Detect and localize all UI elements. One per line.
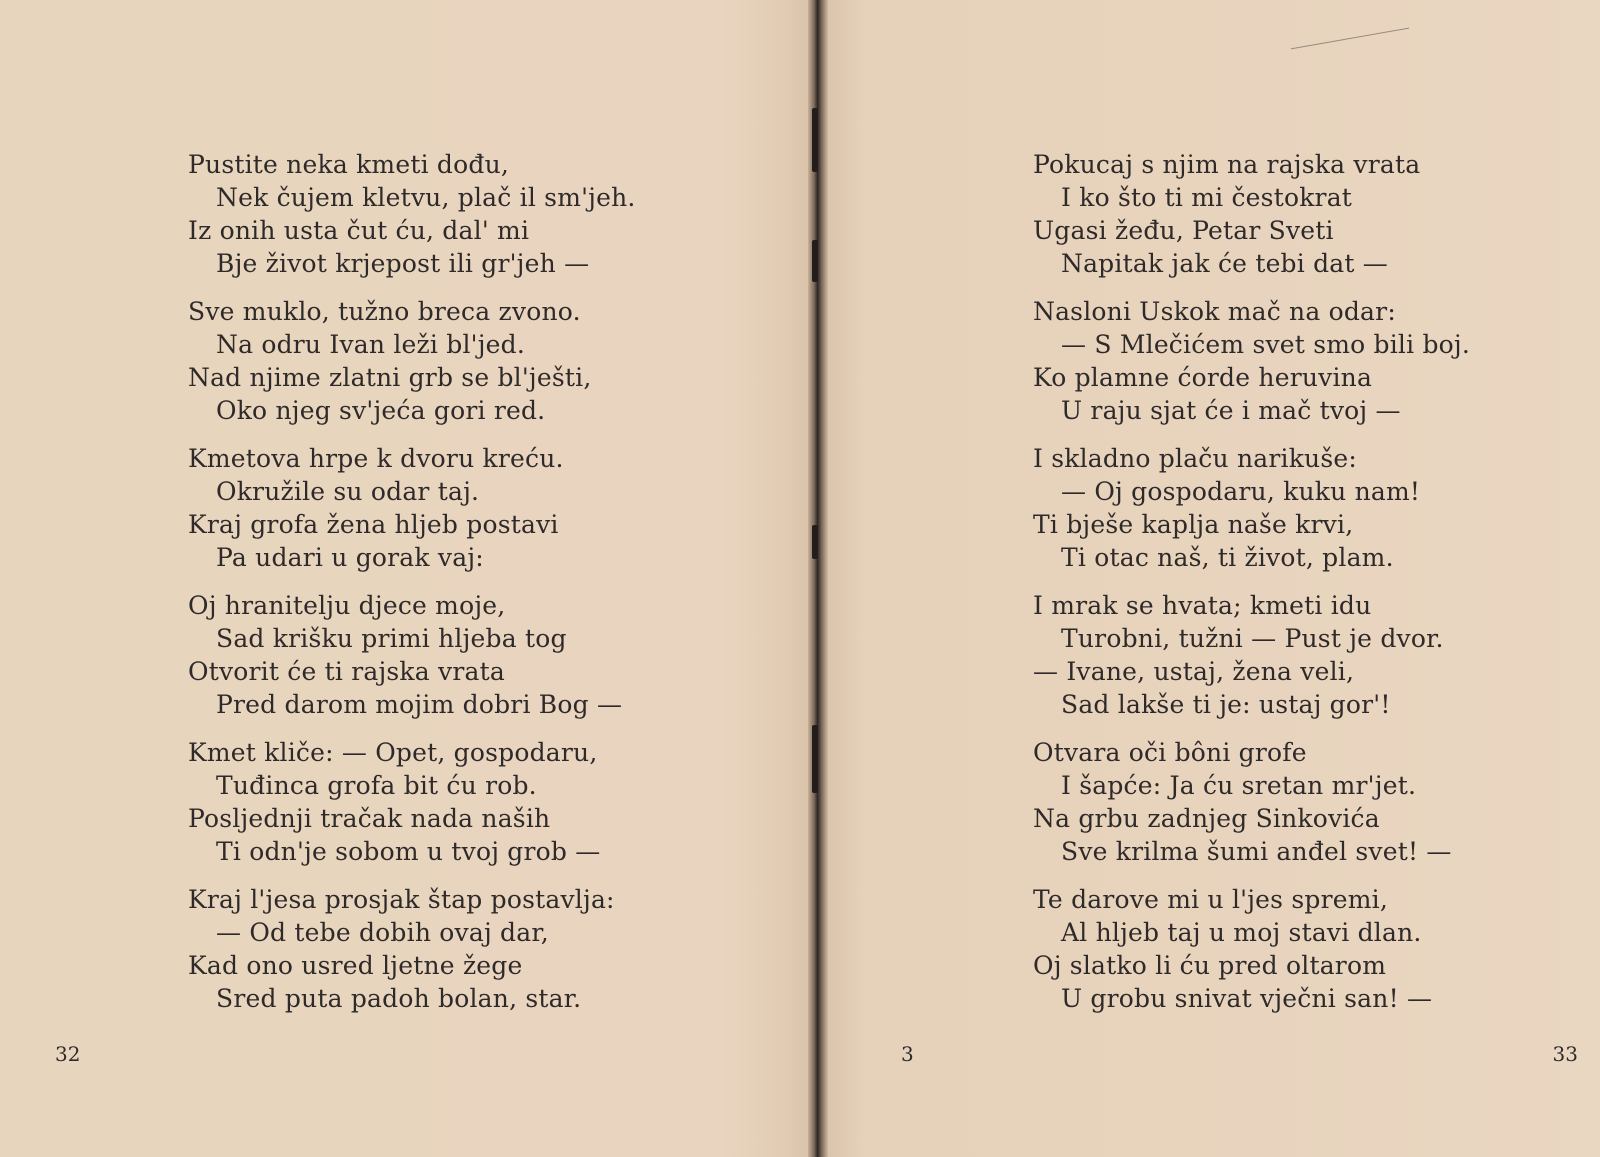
poem-line: Sve krilma šumi anđel svet! — (1061, 837, 1452, 866)
stanza (188, 589, 636, 721)
poem-line: Pokucaj s njim na rajska vrata (1033, 150, 1421, 179)
poem-line: Sad krišku primi hljeba tog (216, 624, 567, 653)
right-page (828, 0, 1600, 1157)
stanza (1033, 148, 1470, 280)
poem-line: Ti otac naš, ti život, plam. (1061, 543, 1394, 572)
poem-line: Al hljeb taj u moj stavi dlan. (1061, 918, 1422, 947)
poem-line: Otvorit će ti rajska vrata (188, 657, 505, 686)
signature-number: 3 (901, 1042, 914, 1066)
spine-mark (812, 108, 818, 172)
poem-line: Sad lakše ti je: ustaj gor'! (1061, 690, 1391, 719)
poem-line: Na grbu zadnjeg Sinkovića (1033, 804, 1380, 833)
poem-line: Te darove mi u l'jes spremi, (1033, 885, 1388, 914)
poem-line: Kraj grofa žena hljeb postavi (188, 510, 559, 539)
poem-line: I skladno plaču narikuše: (1033, 444, 1358, 473)
poem-line: Ti bješe kaplja naše krvi, (1033, 510, 1354, 539)
left-poem-body (188, 148, 636, 1030)
poem-line: Oko njeg sv'jeća gori red. (216, 396, 546, 425)
poem-line: Otvara oči bôni grofe (1033, 738, 1307, 767)
stanza (188, 883, 636, 1015)
poem-line: Nek čujem kletvu, plač il sm'jeh. (216, 183, 636, 212)
poem-line: Nasloni Uskok mač na odar: (1033, 297, 1396, 326)
poem-line: Bje život krjepost ili gr'jeh — (216, 249, 590, 278)
poem-line: Kmetova hrpe k dvoru kreću. (188, 444, 564, 473)
left-page-number: 32 (55, 1042, 81, 1066)
poem-line: Kad ono usred ljetne žege (188, 951, 523, 980)
stanza (188, 148, 636, 280)
poem-line: — Ivane, ustaj, žena veli, (1033, 657, 1355, 686)
poem-line: I šapće: Ja ću sretan mr'jet. (1061, 771, 1417, 800)
spine-mark (812, 240, 818, 282)
poem-line: Sred puta padoh bolan, star. (216, 984, 582, 1013)
poem-line: Kraj l'jesa prosjak štap postavlja: (188, 885, 615, 914)
poem-line: Ugasi žeđu, Petar Sveti (1033, 216, 1334, 245)
stanza (1033, 883, 1470, 1015)
stanza (188, 736, 636, 868)
poem-line: I ko što ti mi čestokrat (1061, 183, 1353, 212)
poem-line: Tuđinca grofa bit ću rob. (216, 771, 537, 800)
right-poem-body (1033, 148, 1470, 1030)
poem-line: Sve muklo, tužno breca zvono. (188, 297, 581, 326)
poem-line: — Od tebe dobih ovaj dar, (216, 918, 549, 947)
spine-mark (812, 725, 818, 793)
poem-line: Pred darom mojim dobri Bog — (216, 690, 623, 719)
poem-line: Nad njime zlatni grb se bl'ješti, (188, 363, 592, 392)
poem-line: Turobni, tužni — Pust je dvor. (1061, 624, 1444, 653)
poem-line: U raju sjat će i mač tvoj — (1061, 396, 1401, 425)
poem-line: — S Mlečićem svet smo bili boj. (1061, 330, 1471, 359)
poem-line: Iz onih usta čut ću, dal' mi (188, 216, 530, 245)
poem-line: I mrak se hvata; kmeti idu (1033, 591, 1372, 620)
right-page-number: 33 (1552, 1042, 1578, 1066)
stanza (1033, 589, 1470, 721)
poem-line: Kmet kliče: — Opet, gospodaru, (188, 738, 598, 767)
stanza (188, 442, 636, 574)
stanza (1033, 442, 1470, 574)
book-gutter (808, 0, 828, 1157)
poem-line: Oj slatko li ću pred oltarom (1033, 951, 1387, 980)
stanza (1033, 736, 1470, 868)
poem-line: Napitak jak će tebi dat — (1061, 249, 1389, 278)
poem-line: Pustite neka kmeti dođu, (188, 150, 510, 179)
poem-line: U grobu snivat vječni san! — (1061, 984, 1433, 1013)
poem-line: Oj hranitelju djece moje, (188, 591, 506, 620)
poem-line: Posljednji tračak nada naših (188, 804, 551, 833)
poem-line: Ko plamne ćorde heruvina (1033, 363, 1373, 392)
poem-line: Na odru Ivan leži bl'jed. (216, 330, 526, 359)
poem-line: — Oj gospodaru, kuku nam! (1061, 477, 1421, 506)
stanza (1033, 295, 1470, 427)
stanza (188, 295, 636, 427)
spine-mark (812, 525, 818, 559)
poem-line: Ti odn'je sobom u tvoj grob — (216, 837, 601, 866)
poem-line: Okružile su odar taj. (216, 477, 480, 506)
poem-line: Pa udari u gorak vaj: (216, 543, 484, 572)
